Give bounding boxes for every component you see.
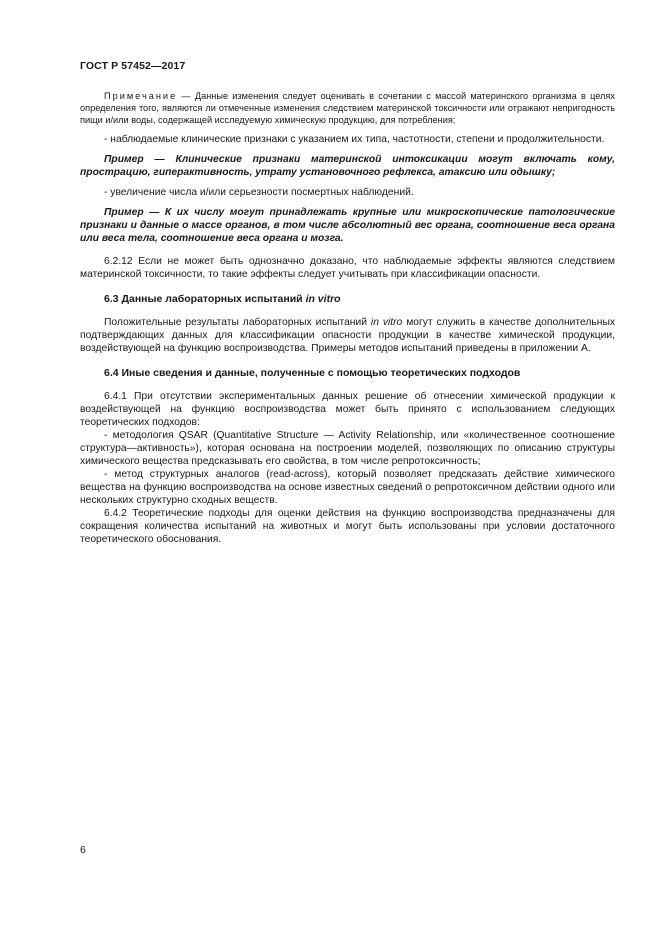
example-label: Пример —: [104, 154, 165, 165]
page-number: 6: [80, 844, 86, 856]
paragraph-in-vitro: [80, 316, 615, 355]
bullet-qsar: - методология QSAR (Quantitative Structure — Activity Relationship, или «количественное соотношение структура—активность»), которая основана на построении моделей, позволяющих по описанию структуры химического вещества предсказывать его свойства, в том числе репротоксичность;: [80, 430, 615, 467]
note-paragraph: [80, 90, 615, 126]
section-heading-6-3: [80, 293, 615, 306]
example-label: Пример —: [104, 207, 160, 218]
section-heading-text: 6.3 Данные лабораторных испытаний: [104, 293, 306, 305]
paragraph-6-4-2: 6.4.2 Теоретические подходы для оценки действия на функцию воспроизводства предназначены для сокращения количества испытаний на животных и могут быть использованы при условии достаточного теоретического обоснования.: [80, 508, 615, 545]
note-label: Примечание: [104, 91, 178, 101]
note-text: — Данные изменения следует оценивать в сочетании с массой материнского организма в целях определения того, являются ли отмеченные изменения следствием материнской токсичности или отражают непригодность пищи и/или воды, содержащей исследуемую химическую продукцию, для потребления;: [80, 91, 615, 125]
example-paragraph-1: [80, 153, 615, 179]
document-header: ГОСТ Р 57452—2017: [80, 60, 186, 72]
section-heading-6-4: 6.4 Иные сведения и данные, полученные с помощью теоретических подходов: [104, 367, 521, 379]
paragraph-text: Положительные результаты лабораторных испытаний: [104, 317, 371, 328]
paragraph-6-4-1: 6.4.1 При отсутствии экспериментальных данных решение об отнесении химической продукции к воздействующей на функцию воспроизводства может быть принято с использованием следующих теоретических подходов:: [80, 391, 615, 428]
page-content: [80, 90, 615, 546]
section-heading-italic: in vitro: [305, 293, 341, 305]
list-item-postmortem: - увеличение числа и/или серьезности посмертных наблюдений.: [104, 187, 414, 198]
example-paragraph-2: [80, 206, 615, 245]
bullet-read-across: - метод структурных аналогов (read-across), который позволяет предсказать действие химического вещества на функцию воспроизводства на основе известных сведений о репротоксичном действии одного или нескольких структурно сходных веществ.: [80, 469, 615, 506]
paragraph-text: могут служить в качестве дополнительных подтверждающих данных для классификации опасности продукции в качестве химической продукции, воздействующей на функцию воспроизводства. Примеры методов испытаний приведены в приложении А.: [80, 317, 616, 354]
paragraph-6-2-12: 6.2.12 Если не может быть однозначно доказано, что наблюдаемые эффекты являются следствием материнской токсичности, то такие эффекты следует учитывать при классификации опасности.: [80, 256, 615, 280]
example-text: К их числу могут принадлежать крупные или микроскопические патологические признаки и данные о массе органов, в том числе абсолютный вес органа, соотношение веса органа или веса тела, соотношение веса органа и мозга.: [80, 207, 615, 244]
paragraph-italic: in vitro: [370, 317, 403, 328]
list-item-clinical-signs: - наблюдаемые клинические признаки с указанием их типа, частотности, степени и продолжительности.: [104, 134, 605, 145]
example-text: Клинические признаки материнской интоксикации могут включать кому, прострацию, гиперактивность, утрату установочного рефлекса, атаксию или одышку;: [80, 154, 615, 178]
